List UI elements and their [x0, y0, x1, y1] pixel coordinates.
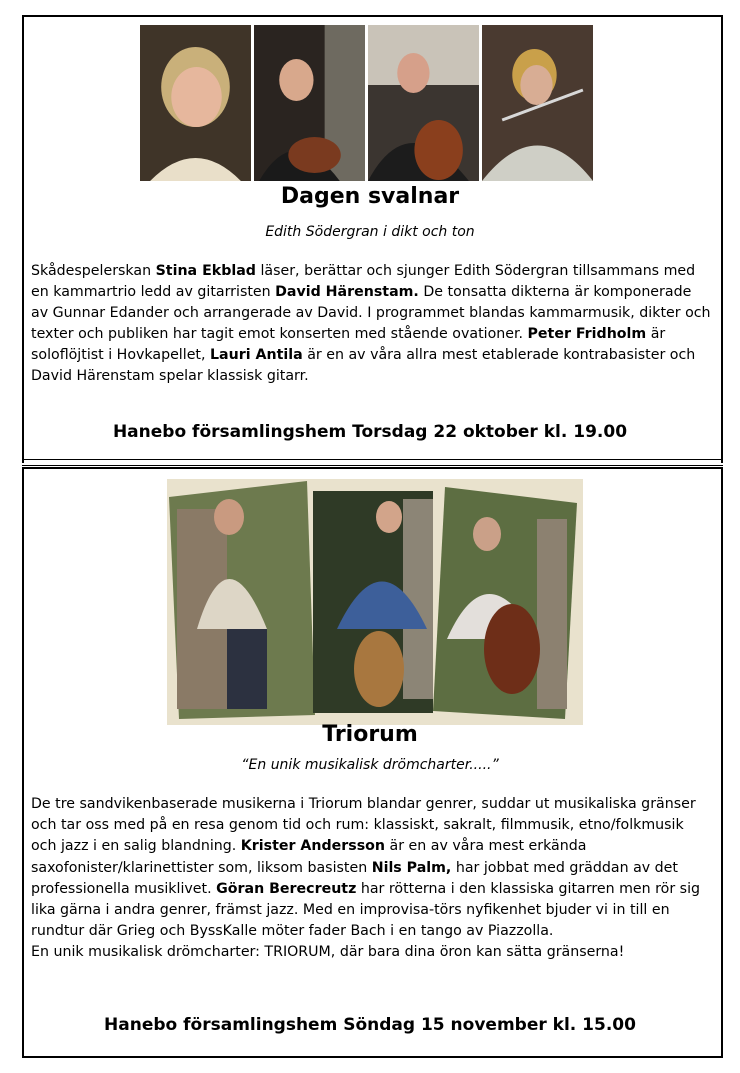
photo-actress [140, 25, 251, 181]
photo-bassist [368, 25, 479, 181]
description-text: De tre sandvikenbaserade musikerna i Triorum blandar genrer, suddar ut musikaliska gränser och tar oss med på en resa genom tid och rum: klassiskt, sakralt, filmmusik, etno/folkmusik och jazz i en salig blandning. [31, 796, 696, 855]
event2-description [31, 794, 711, 942]
performer-name: Stina Ekblad [155, 263, 256, 279]
event1-venue-date: Hanebo församlingshem Torsdag 22 oktober kl. 19.00 [112, 422, 628, 442]
performer-name: Peter Fridholm [527, 326, 647, 342]
event2-title: Triorum [322, 722, 418, 747]
description-text: Skådespelerskan [31, 263, 156, 279]
description-text: har rötterna i den klassiska gitarren men rör sig lika gärna i andra genrer, främst jazz. Med en improvisa-törs nyfikenhet bjuder vi in till en rundtur där Grieg och ByssKalle möter fader Bach i en tango av Piazzolla. [31, 880, 701, 940]
event2-description-block [31, 794, 711, 964]
description-text: har jobbat med gräddan av det professionella musiklivet. [31, 859, 678, 897]
description-text: är en av våra mest erkända saxofonister/klarinettister som, liksom basisten [31, 838, 587, 876]
description-text: är en av våra allra mest etablerade kontrabasister och David Härenstam spelar klassisk gitarr. [31, 347, 696, 384]
performers-photo-strip [140, 25, 593, 181]
section-divider-upper [22, 459, 723, 460]
event1-title: Dagen svalnar [280, 184, 460, 209]
photo-flutist [482, 25, 593, 181]
section-divider-lower [22, 465, 723, 466]
performer-name: Krister Andersson [240, 838, 386, 855]
event2-subtitle: “En unik musikalisk drömcharter.....” [241, 757, 499, 773]
trio-photo-collage [167, 479, 583, 725]
description-text: är soloflöjtist i Hovkapellet, [31, 326, 666, 363]
event2-venue-date: Hanebo församlingshem Söndag 15 november kl. 15.00 [104, 1015, 636, 1035]
performer-name: Nils Palm, [371, 859, 452, 876]
event1-subtitle: Edith Södergran i dikt och ton [265, 224, 475, 240]
photo-guitarist [254, 25, 365, 181]
description-text: De tonsatta dikterna är komponerade av Gunnar Edander och arrangerade av David. I programmet blandas kammarmusik, dikter och texter och publiken har tagit emot konserten med stående ovationer. [31, 284, 711, 342]
event2-closing-line: En unik musikalisk drömcharter: TRIORUM, där bara dina öron kan sätta gränserna! [31, 944, 625, 961]
performer-name: Göran Berecreutz [216, 880, 357, 897]
event1-description [31, 261, 711, 387]
description-text: läser, berättar och sjunger Edith Södergran tillsammans med en kammartrio ledd av gitarristen [31, 263, 696, 300]
performer-name: Lauri Antila [210, 347, 303, 363]
performer-name: David Härenstam. [275, 284, 419, 300]
